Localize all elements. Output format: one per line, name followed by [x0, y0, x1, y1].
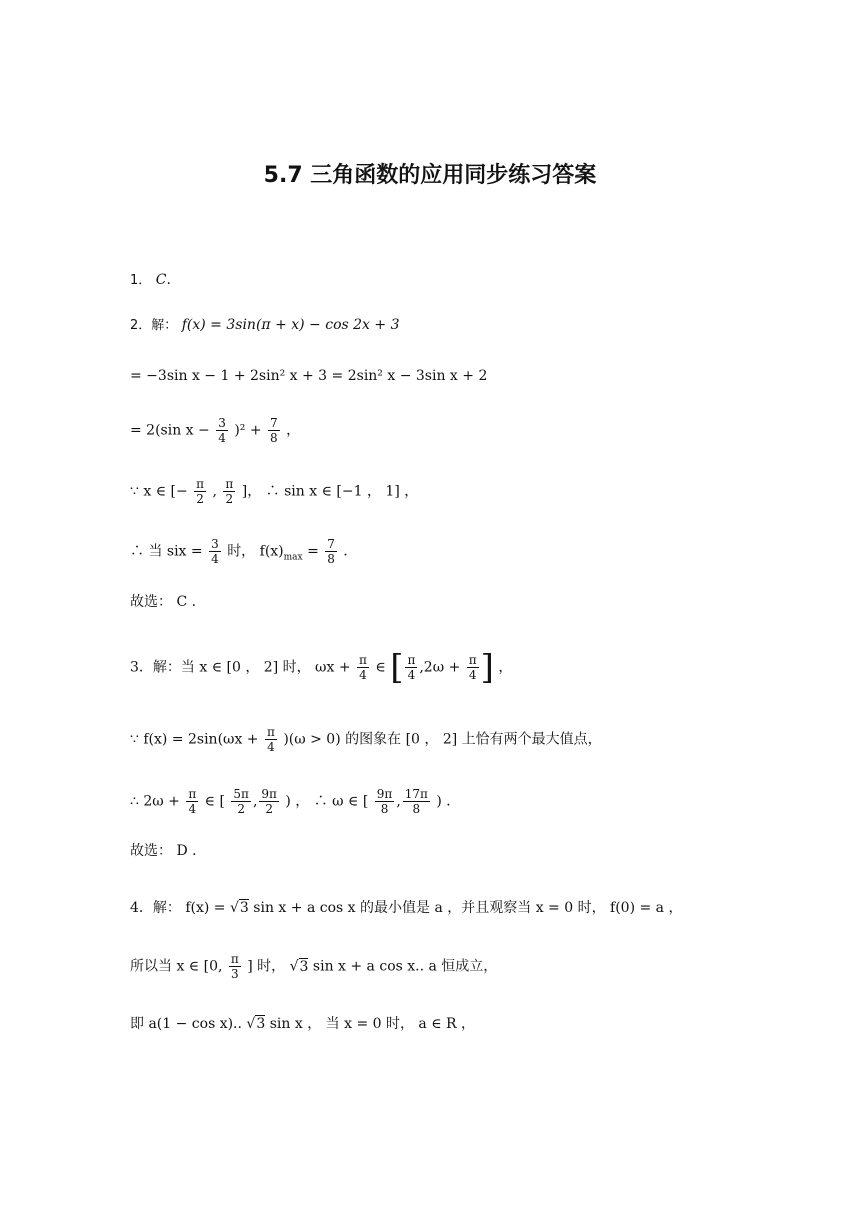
q1-period: ． — [166, 272, 181, 288]
q1-answer: C — [155, 272, 167, 288]
q2-l3-text: = 2(sin x − — [130, 422, 210, 439]
q3-l2-text: )(ω > 0) 的图象在 [0 ， 2] 上恰有两个最大值点， — [283, 731, 602, 748]
numerator: 9π — [376, 787, 393, 801]
numerator: π — [230, 952, 239, 966]
fraction — [194, 477, 206, 506]
sqrt: √3 — [230, 900, 249, 916]
denominator: 2 — [265, 802, 273, 816]
fraction — [216, 416, 228, 445]
denominator: 2 — [225, 492, 234, 506]
fraction — [403, 787, 430, 816]
q3-line-2 — [130, 725, 602, 754]
q3-l3-text: ∴ 2ω + — [130, 793, 180, 810]
q2-line-2: = −3sin x − 1 + 2sin² x + 3 = 2sin² x − 3sin x + 2 — [130, 368, 488, 384]
sqrt: √3 — [246, 1016, 266, 1032]
fraction — [375, 787, 395, 816]
q4-l2-text: 所以当 x ∈ [0, — [130, 958, 223, 975]
left-bracket: [ — [390, 647, 404, 688]
q4-line-3 — [130, 1014, 475, 1034]
denominator: 4 — [218, 431, 226, 445]
denominator: 4 — [359, 668, 367, 682]
numerator: 3 — [211, 537, 219, 551]
q3-l3-text: , — [396, 793, 401, 810]
q2-l5-text: 时， f(x) — [227, 543, 284, 560]
numerator: 17π — [404, 787, 428, 801]
q2-line-3 — [130, 416, 300, 445]
radicand: 3 — [239, 900, 249, 916]
q4-l1-text: 4．解： f(x) = — [130, 900, 226, 916]
q4-l2-text: ] 时， — [247, 958, 286, 975]
fraction — [229, 952, 241, 981]
q4-l2-text: sin x + a cos x.. a 恒成立， — [312, 958, 498, 975]
fraction — [467, 653, 479, 682]
fraction — [405, 653, 417, 682]
q3-line-1 — [130, 647, 513, 688]
radicand: 3 — [256, 1016, 266, 1032]
q1-number: 1． — [130, 273, 152, 288]
q2-l3-text: )² + — [234, 422, 262, 439]
radicand: 3 — [299, 958, 309, 975]
q2-l5-text: ． — [343, 543, 358, 560]
q3-choose: 故选： D ． — [130, 843, 207, 859]
numerator: π — [188, 787, 197, 801]
fraction — [231, 787, 251, 816]
q2-number: 2．解： — [130, 318, 178, 333]
denominator: 4 — [407, 668, 416, 682]
fraction — [259, 787, 279, 816]
q4-l3-text: sin x ， 当 x = 0 时， a ∈ R ， — [269, 1016, 476, 1032]
q2-l4-text: , — [212, 483, 217, 500]
q3-l2-text: ∵ f(x) = 2sin(ωx + — [130, 731, 259, 748]
denominator: 3 — [231, 967, 239, 981]
fraction — [223, 477, 235, 506]
fraction — [357, 653, 369, 682]
numerator: 9π — [261, 787, 277, 801]
denominator: 4 — [468, 668, 477, 682]
numerator: π — [266, 725, 275, 739]
q1-line — [130, 270, 180, 291]
q3-l1-text: 3．解：当 x ∈ [0 ， 2] 时， ωx + — [130, 659, 351, 676]
q4-l3-text: 即 a(1 − cos x).. — [130, 1016, 242, 1032]
q2-l5-text: = — [302, 543, 319, 560]
q3-l3-text: ) ． — [436, 793, 461, 810]
numerator: π — [407, 653, 416, 667]
denominator: 4 — [211, 552, 219, 566]
q3-l3-text: ) ， ∴ ω ∈ [ — [285, 793, 369, 810]
fraction — [209, 537, 221, 566]
numerator: π — [225, 477, 234, 491]
q2-choose: 故选： C ． — [130, 594, 206, 610]
q2-line-5 — [130, 537, 357, 567]
q3-l3-text: , — [252, 793, 258, 810]
denominator: 2 — [196, 492, 204, 506]
numerator: π — [359, 653, 367, 667]
q2-l5-text: ∴ 当 six = — [130, 543, 203, 560]
subscript: max — [283, 552, 303, 563]
fraction — [186, 787, 198, 816]
q4-line-1 — [130, 898, 682, 918]
fraction — [265, 725, 277, 754]
denominator: 8 — [380, 802, 389, 816]
q4-line-2 — [130, 952, 497, 981]
numerator: 3 — [218, 416, 226, 430]
q2-line-1 — [130, 315, 399, 336]
denominator: 4 — [267, 740, 275, 754]
denominator: 8 — [270, 431, 278, 445]
denominator: 2 — [237, 802, 245, 816]
denominator: 4 — [188, 802, 197, 816]
denominator: 8 — [412, 802, 421, 816]
numerator: π — [196, 477, 205, 491]
q2-l4-text: ∵ x ∈ [− — [130, 483, 188, 500]
numerator: 7 — [327, 537, 335, 551]
q3-line-3 — [130, 787, 460, 816]
q2-l4-text: ]， ∴ sin x ∈ [−1 ， 1] ， — [241, 483, 419, 500]
q2-line-4 — [130, 477, 418, 506]
q2-l3-text: ， — [286, 422, 301, 439]
fraction — [268, 416, 280, 445]
fraction — [325, 537, 337, 566]
q4-l1-text: sin x + a cos x 的最小值是 a ，并且观察当 x = 0 时， f(0) = a ， — [253, 900, 683, 916]
q3-l1-text: ,2ω + — [419, 659, 461, 676]
q3-l1-text: ， — [498, 659, 513, 676]
denominator: 8 — [327, 552, 335, 566]
q2-formula-1: f(x) = 3sin(π + x) − cos 2x + 3 — [181, 317, 400, 333]
numerator: 5π — [233, 787, 249, 801]
numerator: 7 — [270, 416, 278, 430]
right-bracket: ] — [480, 647, 494, 688]
sqrt: √3 — [289, 958, 309, 975]
q3-l1-text: ∈ — [375, 659, 386, 676]
q3-l3-text: ∈ [ — [204, 793, 225, 810]
page-title: 5.7 三角函数的应用同步练习答案 — [263, 163, 597, 188]
numerator: π — [468, 653, 477, 667]
